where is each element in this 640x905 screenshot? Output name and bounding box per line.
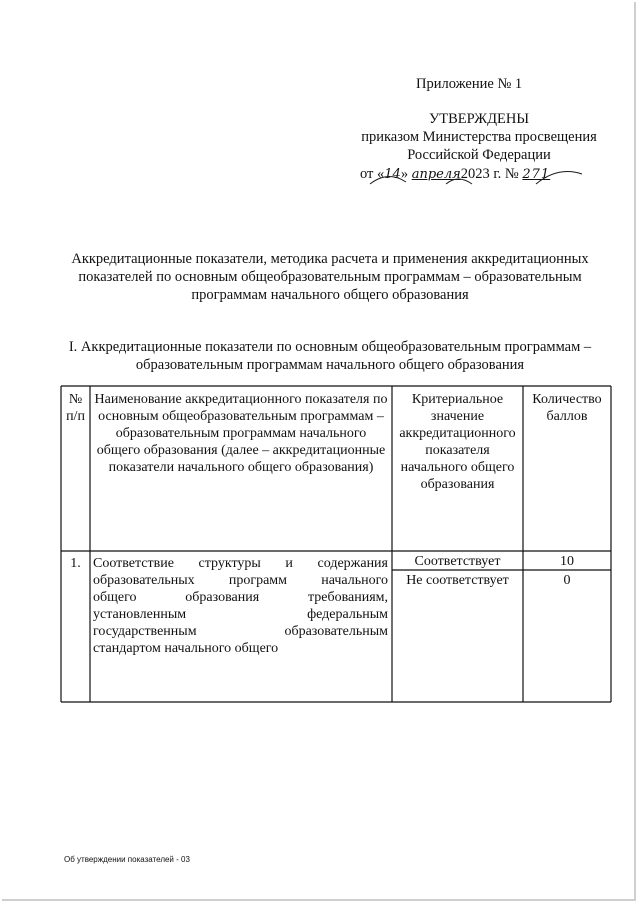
row-1-name-line: Соответствие структуры и содержания <box>93 556 388 571</box>
criterion-label: Не соответствует <box>406 573 509 588</box>
document-title: Аккредитационные показатели, методика расчета и применения аккредитационных показателей по основным общеобразовательным программам – образовательным программам начального общего образования <box>71 251 589 303</box>
date-month: апреля <box>411 167 461 182</box>
appendix-label: Приложение № 1 <box>416 76 523 92</box>
date-mid: » <box>400 166 412 182</box>
row-1-name-line: государственным образовательным <box>93 624 388 639</box>
header-num-symbol: № <box>68 392 83 407</box>
row-1-name-line: стандартом начального общего <box>93 641 279 656</box>
criterion-score: 10 <box>560 554 574 569</box>
row-1-num: 1. <box>70 556 81 571</box>
header-indicator-name: Наименование аккредитационного показателя по основным общеобразовательным программам – образовательным программам начального общего образования (далее – аккредитационные показатели начального общего образования) <box>94 392 388 475</box>
date-year: 2023 г. № <box>460 166 519 182</box>
date-day: 14 <box>384 167 401 182</box>
order-line-2: Российской Федерации <box>407 147 551 163</box>
row-1-name-line: установленным федеральным <box>93 607 388 622</box>
approved-label: УТВЕРЖДЕНЫ <box>428 111 530 127</box>
header-criterion-value: Критериальное значение аккредитационного показателя начального общего образования <box>399 392 516 492</box>
header-num-abbr: п/п <box>66 409 85 424</box>
row-1-name-line: образовательных программ начального <box>93 573 388 588</box>
criterion-label: Соответствует <box>414 554 501 569</box>
header-score: Количество баллов <box>532 392 602 424</box>
row-1-name-line: общего образования требованиям, <box>93 590 388 605</box>
order-line-1: приказом Министерства просвещения <box>361 129 597 145</box>
date-number: 271 <box>522 167 551 182</box>
date-prefix: от « <box>360 166 385 182</box>
header-num <box>61 391 90 425</box>
section-heading: I. Аккредитационные показатели по основным общеобразовательным программам – образовательным программам начального общего образования <box>68 339 592 373</box>
page-footer: Об утверждении показателей - 03 <box>64 855 190 864</box>
criterion-score: 0 <box>563 573 571 588</box>
